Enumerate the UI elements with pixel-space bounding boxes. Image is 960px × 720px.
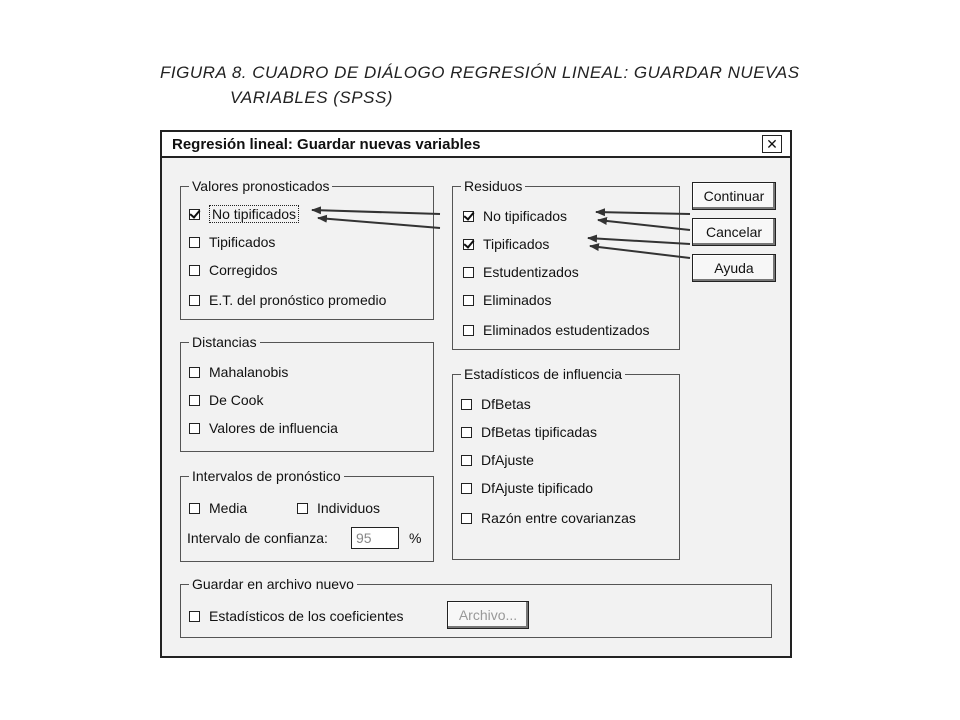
option-label: Tipificados [209, 234, 276, 250]
option-label: Eliminados estudentizados [483, 322, 650, 338]
arrow-cancelar-to-no-tipificados-2 [598, 220, 690, 230]
legend-guardar-archivo: Guardar en archivo nuevo [189, 575, 357, 593]
legend-valores-pronosticados: Valores pronosticados [189, 177, 332, 195]
confianza-input[interactable]: 95 [351, 527, 399, 549]
legend-distancias: Distancias [189, 333, 260, 351]
option-label: Razón entre covarianzas [481, 510, 636, 526]
option-label: No tipificados [483, 208, 568, 224]
option-label: DfBetas tipificadas [481, 424, 597, 440]
archivo-button[interactable]: Archivo... [447, 601, 529, 629]
arrow-residuos-to-valores-2 [318, 218, 440, 228]
confianza-label: Intervalo de confianza: [187, 530, 328, 546]
legend-estadisticos-influencia: Estadísticos de influencia [461, 365, 625, 383]
option-label: E.T. del pronóstico promedio [209, 292, 387, 308]
cancelar-button[interactable]: Cancelar [692, 218, 776, 246]
option-label: Valores de influencia [209, 420, 338, 436]
option-label: No tipificados [209, 205, 299, 223]
arrow-cancelar-to-no-tipificados-1 [596, 212, 690, 214]
arrow-ayuda-to-tipificados-2 [590, 246, 690, 258]
option-label: Eliminados [483, 292, 552, 308]
option-label: Media [209, 500, 248, 516]
legend-intervalos-pronostico: Intervalos de pronóstico [189, 467, 344, 485]
dialog-title: Regresión lineal: Guardar nuevas variables [172, 136, 481, 153]
arrow-residuos-to-valores-1 [312, 210, 440, 214]
option-label: Tipificados [483, 236, 550, 252]
option-label: DfAjuste tipificado [481, 480, 594, 496]
percent-label: % [409, 530, 422, 546]
legend-residuos: Residuos [461, 177, 525, 195]
option-label: DfAjuste [481, 452, 534, 468]
continuar-button[interactable]: Continuar [692, 182, 776, 210]
option-label: Individuos [317, 500, 381, 516]
arrow-cancelar-to-tipificados-1 [588, 238, 690, 244]
option-label: Estadísticos de los coeficientes [209, 608, 404, 624]
caption-line-1: FIGURA 8. CUADRO DE DIÁLOGO REGRESIÓN LINEAL: GUARDAR NUEVAS [160, 63, 800, 82]
option-label: Corregidos [209, 262, 278, 278]
close-icon: ✕ [766, 136, 778, 152]
option-label: De Cook [209, 392, 264, 408]
option-label: DfBetas [481, 396, 531, 412]
ayuda-button[interactable]: Ayuda [692, 254, 776, 282]
option-label: Estudentizados [483, 264, 579, 280]
option-label: Mahalanobis [209, 364, 289, 380]
caption-line-2: VARIABLES (SPSS) [230, 88, 393, 107]
